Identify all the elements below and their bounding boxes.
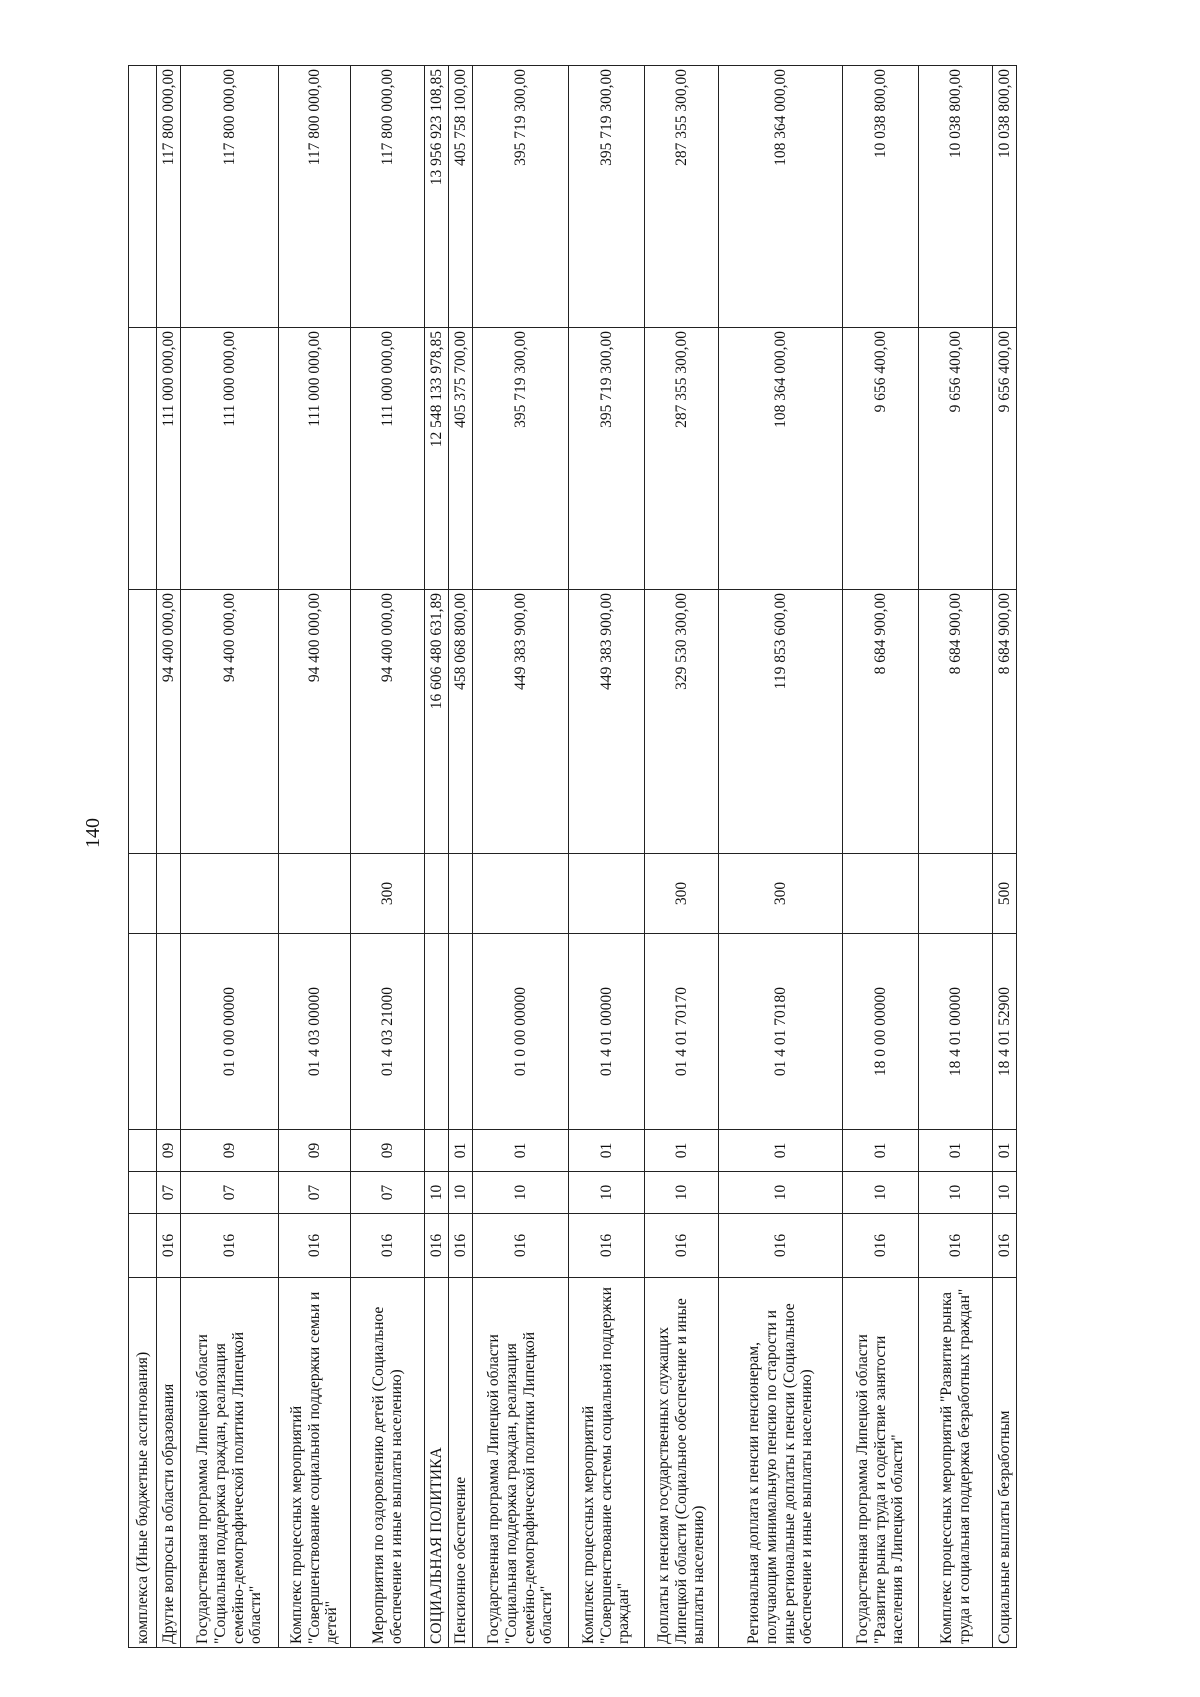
row-pr: 01 bbox=[569, 1130, 645, 1172]
row-csr: 01 0 00 00000 bbox=[181, 934, 279, 1130]
row-pr bbox=[129, 1130, 157, 1172]
row-vr bbox=[157, 854, 181, 934]
row-year-2025: 395 719 300,00 bbox=[569, 328, 645, 590]
row-pr: 09 bbox=[279, 1130, 351, 1172]
row-ved: 016 bbox=[351, 1214, 425, 1278]
row-name: Комплекс процессных мероприятий "Совершенствование системы социальной поддержки граждан" bbox=[569, 1278, 645, 1648]
row-name: Государственная программа Липецкой области "Социальная поддержка граждан, реализация семейно-демографической политики Липецкой области" bbox=[473, 1278, 569, 1648]
row-name: СОЦИАЛЬНАЯ ПОЛИТИКА bbox=[425, 1278, 449, 1648]
row-name: Государственная программа Липецкой области "Развитие рынка труда и содействие занятости населения в Липецкой области" bbox=[843, 1278, 919, 1648]
row-vr: 300 bbox=[351, 854, 425, 934]
table-row bbox=[129, 66, 157, 1648]
row-year-2025: 111 000 000,00 bbox=[351, 328, 425, 590]
row-ved: 016 bbox=[719, 1214, 843, 1278]
row-rz: 10 bbox=[719, 1172, 843, 1214]
row-rz: 07 bbox=[351, 1172, 425, 1214]
row-pr: 01 bbox=[719, 1130, 843, 1172]
row-pr: 01 bbox=[843, 1130, 919, 1172]
row-vr: 500 bbox=[993, 854, 1017, 934]
row-rz: 10 bbox=[449, 1172, 473, 1214]
row-year-2024: 94 400 000,00 bbox=[157, 590, 181, 854]
row-name: Пенсионное обеспечение bbox=[449, 1278, 473, 1648]
row-year-2024: 8 684 900,00 bbox=[919, 590, 993, 854]
row-year-2026: 117 800 000,00 bbox=[157, 66, 181, 328]
row-year-2024: 449 383 900,00 bbox=[473, 590, 569, 854]
row-year-2025: 405 375 700,00 bbox=[449, 328, 473, 590]
row-year-2025: 12 548 133 978,85 bbox=[425, 328, 449, 590]
row-name: комплекса (Иные бюджетные ассигнования) bbox=[129, 1278, 157, 1648]
row-rz: 10 bbox=[919, 1172, 993, 1214]
row-ved: 016 bbox=[569, 1214, 645, 1278]
row-year-2024: 94 400 000,00 bbox=[351, 590, 425, 854]
row-pr: 01 bbox=[993, 1130, 1017, 1172]
row-name: Мероприятия по оздоровлению детей (Социальное обеспечение и иные выплаты населению) bbox=[351, 1278, 425, 1648]
row-year-2024: 8 684 900,00 bbox=[843, 590, 919, 854]
row-year-2024: 94 400 000,00 bbox=[181, 590, 279, 854]
row-ved: 016 bbox=[473, 1214, 569, 1278]
row-year-2025: 9 656 400,00 bbox=[919, 328, 993, 590]
row-ved bbox=[129, 1214, 157, 1278]
row-csr: 01 4 01 00000 bbox=[569, 934, 645, 1130]
row-rz: 10 bbox=[993, 1172, 1017, 1214]
row-rz: 10 bbox=[473, 1172, 569, 1214]
row-pr: 09 bbox=[181, 1130, 279, 1172]
row-year-2026: 117 800 000,00 bbox=[279, 66, 351, 328]
row-name: Комплекс процессных мероприятий "Развитие рынка труда и социальная поддержка безработных граждан" bbox=[919, 1278, 993, 1648]
row-year-2026: 10 038 800,00 bbox=[843, 66, 919, 328]
row-vr: 300 bbox=[645, 854, 719, 934]
row-ved: 016 bbox=[157, 1214, 181, 1278]
row-year-2026: 13 956 923 108,85 bbox=[425, 66, 449, 328]
row-pr bbox=[425, 1130, 449, 1172]
row-year-2024: 449 383 900,00 bbox=[569, 590, 645, 854]
row-name: Государственная программа Липецкой области "Социальная поддержка граждан, реализация семейно-демографической политики Липецкой области" bbox=[181, 1278, 279, 1648]
row-csr: 01 4 01 70170 bbox=[645, 934, 719, 1130]
row-ved: 016 bbox=[919, 1214, 993, 1278]
row-vr bbox=[129, 854, 157, 934]
row-vr bbox=[569, 854, 645, 934]
row-year-2026: 287 355 300,00 bbox=[645, 66, 719, 328]
budget-table bbox=[128, 65, 1017, 1648]
table-row bbox=[473, 66, 569, 1648]
row-year-2026: 108 364 000,00 bbox=[719, 66, 843, 328]
row-name: Другие вопросы в области образования bbox=[157, 1278, 181, 1648]
row-csr bbox=[449, 934, 473, 1130]
row-csr bbox=[425, 934, 449, 1130]
row-year-2024: 94 400 000,00 bbox=[279, 590, 351, 854]
row-year-2026: 395 719 300,00 bbox=[473, 66, 569, 328]
table-row bbox=[157, 66, 181, 1648]
row-pr: 01 bbox=[645, 1130, 719, 1172]
row-csr: 01 4 01 70180 bbox=[719, 934, 843, 1130]
row-vr bbox=[181, 854, 279, 934]
row-pr: 01 bbox=[449, 1130, 473, 1172]
table-row bbox=[719, 66, 843, 1648]
row-year-2026: 10 038 800,00 bbox=[919, 66, 993, 328]
row-rz bbox=[129, 1172, 157, 1214]
row-year-2026 bbox=[129, 66, 157, 328]
row-vr bbox=[279, 854, 351, 934]
row-csr: 18 4 01 00000 bbox=[919, 934, 993, 1130]
row-year-2024: 329 530 300,00 bbox=[645, 590, 719, 854]
row-csr: 18 0 00 00000 bbox=[843, 934, 919, 1130]
table-row bbox=[351, 66, 425, 1648]
row-csr bbox=[157, 934, 181, 1130]
row-year-2025: 9 656 400,00 bbox=[843, 328, 919, 590]
row-year-2024: 458 068 800,00 bbox=[449, 590, 473, 854]
table-row bbox=[181, 66, 279, 1648]
row-year-2024: 119 853 600,00 bbox=[719, 590, 843, 854]
row-vr bbox=[425, 854, 449, 934]
row-year-2026: 405 758 100,00 bbox=[449, 66, 473, 328]
table-row bbox=[279, 66, 351, 1648]
rotated-table-wrapper bbox=[128, 66, 1128, 1648]
row-rz: 10 bbox=[425, 1172, 449, 1214]
row-rz: 10 bbox=[843, 1172, 919, 1214]
row-vr bbox=[449, 854, 473, 934]
row-year-2026: 117 800 000,00 bbox=[351, 66, 425, 328]
table-row bbox=[843, 66, 919, 1648]
row-ved: 016 bbox=[449, 1214, 473, 1278]
row-year-2026: 395 719 300,00 bbox=[569, 66, 645, 328]
table-row bbox=[449, 66, 473, 1648]
row-pr: 09 bbox=[351, 1130, 425, 1172]
row-pr: 01 bbox=[473, 1130, 569, 1172]
row-rz: 07 bbox=[181, 1172, 279, 1214]
row-ved: 016 bbox=[993, 1214, 1017, 1278]
row-name: Социальные выплаты безработным bbox=[993, 1278, 1017, 1648]
row-year-2024 bbox=[129, 590, 157, 854]
row-year-2024: 8 684 900,00 bbox=[993, 590, 1017, 854]
row-year-2025: 395 719 300,00 bbox=[473, 328, 569, 590]
row-csr: 01 4 03 21000 bbox=[351, 934, 425, 1130]
row-ved: 016 bbox=[425, 1214, 449, 1278]
row-rz: 07 bbox=[157, 1172, 181, 1214]
page-number: 140 bbox=[82, 818, 104, 848]
table-row bbox=[919, 66, 993, 1648]
row-name: Комплекс процессных мероприятий "Совершенствование социальной поддержки семьи и детей" bbox=[279, 1278, 351, 1648]
row-pr: 01 bbox=[919, 1130, 993, 1172]
row-year-2025: 111 000 000,00 bbox=[157, 328, 181, 590]
row-csr: 18 4 01 52900 bbox=[993, 934, 1017, 1130]
table-row bbox=[425, 66, 449, 1648]
row-ved: 016 bbox=[843, 1214, 919, 1278]
row-ved: 016 bbox=[279, 1214, 351, 1278]
row-ved: 016 bbox=[181, 1214, 279, 1278]
row-csr: 01 4 03 00000 bbox=[279, 934, 351, 1130]
row-year-2025: 111 000 000,00 bbox=[279, 328, 351, 590]
table-row bbox=[569, 66, 645, 1648]
row-year-2025: 9 656 400,00 bbox=[993, 328, 1017, 590]
row-year-2026: 10 038 800,00 bbox=[993, 66, 1017, 328]
row-rz: 10 bbox=[645, 1172, 719, 1214]
row-ved: 016 bbox=[645, 1214, 719, 1278]
row-year-2025 bbox=[129, 328, 157, 590]
row-csr: 01 0 00 00000 bbox=[473, 934, 569, 1130]
row-name: Доплаты к пенсиям государственных служащих Липецкой области (Социальное обеспечение и иные выплаты населению) bbox=[645, 1278, 719, 1648]
table-row bbox=[993, 66, 1017, 1648]
row-year-2025: 287 355 300,00 bbox=[645, 328, 719, 590]
row-pr: 09 bbox=[157, 1130, 181, 1172]
row-vr: 300 bbox=[719, 854, 843, 934]
row-year-2025: 111 000 000,00 bbox=[181, 328, 279, 590]
row-rz: 10 bbox=[569, 1172, 645, 1214]
row-year-2025: 108 364 000,00 bbox=[719, 328, 843, 590]
row-vr bbox=[919, 854, 993, 934]
row-name: Региональная доплата к пенсии пенсионерам, получающим минимальную пенсию по старости и иные региональные доплаты к пенсии (Социальное обеспечение и иные выплаты населению) bbox=[719, 1278, 843, 1648]
table-row bbox=[645, 66, 719, 1648]
row-year-2024: 16 606 480 631,89 bbox=[425, 590, 449, 854]
row-rz: 07 bbox=[279, 1172, 351, 1214]
row-vr bbox=[843, 854, 919, 934]
row-vr bbox=[473, 854, 569, 934]
row-csr bbox=[129, 934, 157, 1130]
row-year-2026: 117 800 000,00 bbox=[181, 66, 279, 328]
